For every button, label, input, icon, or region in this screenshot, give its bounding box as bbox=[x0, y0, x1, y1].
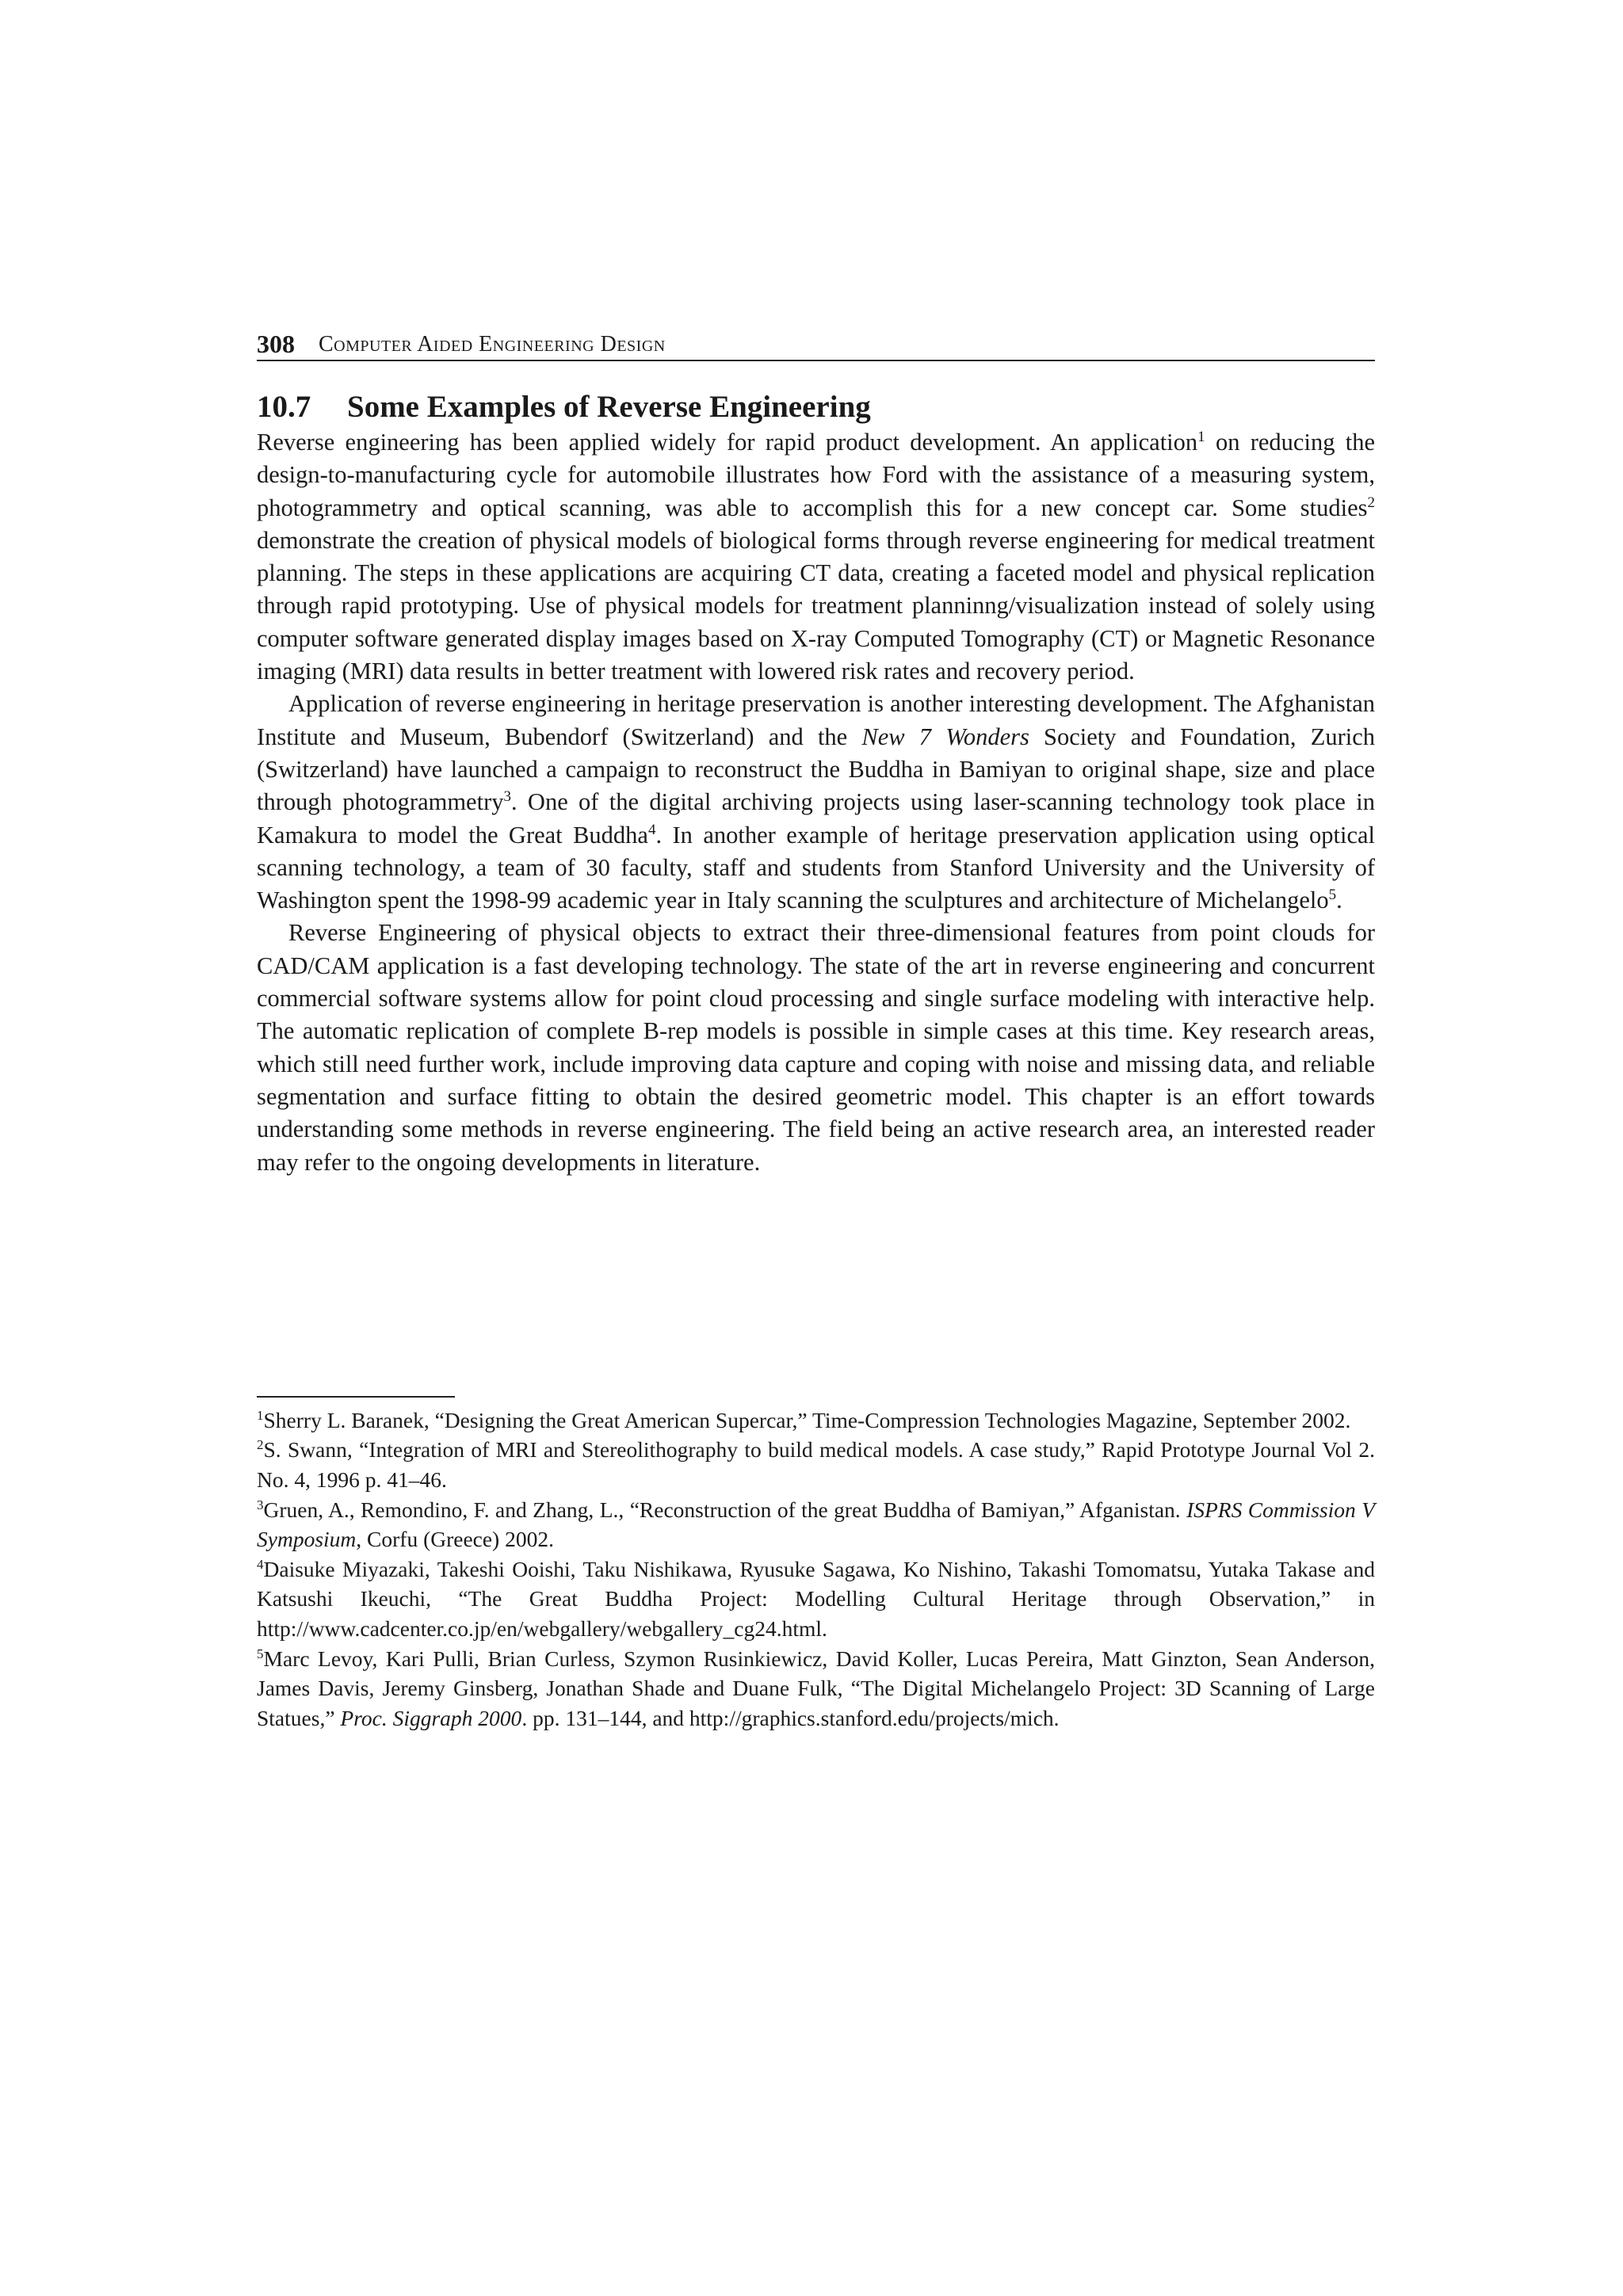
footnote-ref-2: 2 bbox=[1367, 494, 1375, 511]
section-heading bbox=[257, 390, 1375, 425]
footnote-mark: 5 bbox=[257, 1646, 264, 1661]
footnote-italic: Proc. Siggraph 2000 bbox=[340, 1705, 522, 1730]
paragraph-2-text-b: Society and Foundation, Zurich (Switzerland) have launched a campaign to reconstruct the Buddha in Bamiyan to original shape, size and place through photogrammetry bbox=[257, 723, 1375, 816]
paragraph-1-text-c: demonstrate the creation of physical models of biological forms through reverse engineering for medical treatment planning. The steps in these applications are acquiring CT data, creating a faceted model and physical replication through rapid prototyping. Use of physical models for treatment planninng/visualization instead of solely using computer software generated display images based on X-ray Computed Tomography (CT) or Magnetic Resonance imaging (MRI) data results in better treatment with lowered risk rates and recovery period. bbox=[257, 526, 1375, 685]
footnote-text: Daisuke Miyazaki, Takeshi Ooishi, Taku Nishikawa, Ryusuke Sagawa, Ko Nishino, Takashi Tomomatsu, Yutaka Takase and Katsushi Ikeuchi, “The Great Buddha Project: Modelling Cultural Heritage through Observation,” in http://www.cadcenter.co.jp/en/webgallery/webgallery_cg24.html. bbox=[257, 1556, 1375, 1641]
section-number: 10.7 bbox=[257, 390, 311, 424]
footnote-4 bbox=[257, 1554, 1375, 1644]
footnote-1 bbox=[257, 1405, 1375, 1436]
footnote-3 bbox=[257, 1495, 1375, 1554]
footnote-italic: ISPRS Commission V Symposium bbox=[257, 1497, 1375, 1552]
footnote-mark: 3 bbox=[257, 1497, 264, 1512]
paragraph-2-text-e: . bbox=[1336, 887, 1342, 914]
section-title: Some Examples of Reverse Engineering bbox=[347, 390, 871, 424]
book-title: Computer Aided Engineering Design bbox=[319, 332, 666, 357]
footnote-text-a: Gruen, A., Remondino, F. and Zhang, L., “Reconstruction of the great Buddha of Bamiyan,” Afganistan. bbox=[263, 1497, 1187, 1522]
footnote-5 bbox=[257, 1644, 1375, 1733]
paragraph-1-text-a: Reverse engineering has been applied widely for rapid product development. An application bbox=[257, 429, 1198, 456]
paragraph-2-text-d: . In another example of heritage preservation application using optical scanning technology, a team of 30 faculty, staff and students from Stanford University and the University of Washington spent the 1998-99 academic year in Italy scanning the sculptures and architecture of Michelangelo bbox=[257, 821, 1375, 914]
footnote-text-b: , Corfu (Greece) 2002. bbox=[356, 1527, 554, 1552]
footnote-ref-3: 3 bbox=[503, 788, 511, 806]
page-number: 308 bbox=[257, 330, 295, 358]
footnote-text: S. Swann, “Integration of MRI and Stereolithography to build medical models. A case study,” Rapid Prototype Journal Vol 2. No. 4, 1996 p. 41–46. bbox=[257, 1437, 1375, 1493]
paragraph-2-text-c: . One of the digital archiving projects using laser-scanning technology took place in Kamakura to model the Great Buddha bbox=[257, 788, 1375, 849]
paragraph-1 bbox=[257, 426, 1375, 688]
running-header bbox=[257, 326, 1375, 361]
book-page bbox=[257, 326, 1375, 1733]
footnote-text: Sherry L. Baranek, “Designing the Great American Supercar,” Time-Compression Technologies Magazine, September 2002. bbox=[263, 1407, 1351, 1432]
footnote-divider bbox=[257, 1396, 455, 1398]
footnote-mark: 2 bbox=[257, 1437, 264, 1453]
footnote-text-b: . pp. 131–144, and http://graphics.stanford.edu/projects/mich. bbox=[521, 1705, 1060, 1730]
paragraph-2 bbox=[257, 688, 1375, 917]
paragraph-1-text-b: on reducing the design-to-manufacturing cycle for automobile illustrates how Ford with the assistance of a measuring system, photogrammetry and optical scanning, was able to accomplish this for a new concept car. Some studies bbox=[257, 429, 1375, 521]
paragraph-2-italic: New 7 Wonders bbox=[861, 723, 1029, 750]
body-text bbox=[257, 426, 1375, 1179]
footnote-mark: 1 bbox=[257, 1407, 264, 1423]
footnote-ref-1: 1 bbox=[1197, 428, 1205, 445]
footnote-mark: 4 bbox=[257, 1556, 264, 1572]
footnote-text-a: Marc Levoy, Kari Pulli, Brian Curless, Szymon Rusinkiewicz, David Koller, Lucas Pereira, Matt Ginzton, Sean Anderson, James Davis, Jeremy Ginsberg, Jonathan Shade and Duane Fulk, “The Digital Michelangelo Project: 3D Scanning of Large Statues,” bbox=[257, 1646, 1375, 1730]
paragraph-2-text-a: Application of reverse engineering in heritage preservation is another interesting development. The Afghanistan Institute and Museum, Bubendorf (Switzerland) and the bbox=[257, 690, 1375, 750]
footnote-ref-5: 5 bbox=[1328, 887, 1337, 903]
footnotes bbox=[257, 1405, 1375, 1733]
paragraph-3: Reverse Engineering of physical objects to extract their three-dimensional features from point clouds for CAD/CAM application is a fast developing technology. The state of the art in reverse engineering and concurrent commercial software systems allow for point cloud processing and single surface modeling with interactive help. The automatic replication of complete B-rep models is possible in simple cases at this time. Key research areas, which still need further work, include improving data capture and coping with noise and missing data, and reliable segmentation and surface fitting to obtain the desired geometric model. This chapter is an effort towards understanding some methods in reverse engineering. The field being an active research area, an interested reader may refer to the ongoing developments in literature. bbox=[257, 919, 1375, 1176]
footnote-ref-4: 4 bbox=[647, 821, 656, 838]
footnote-2 bbox=[257, 1435, 1375, 1494]
